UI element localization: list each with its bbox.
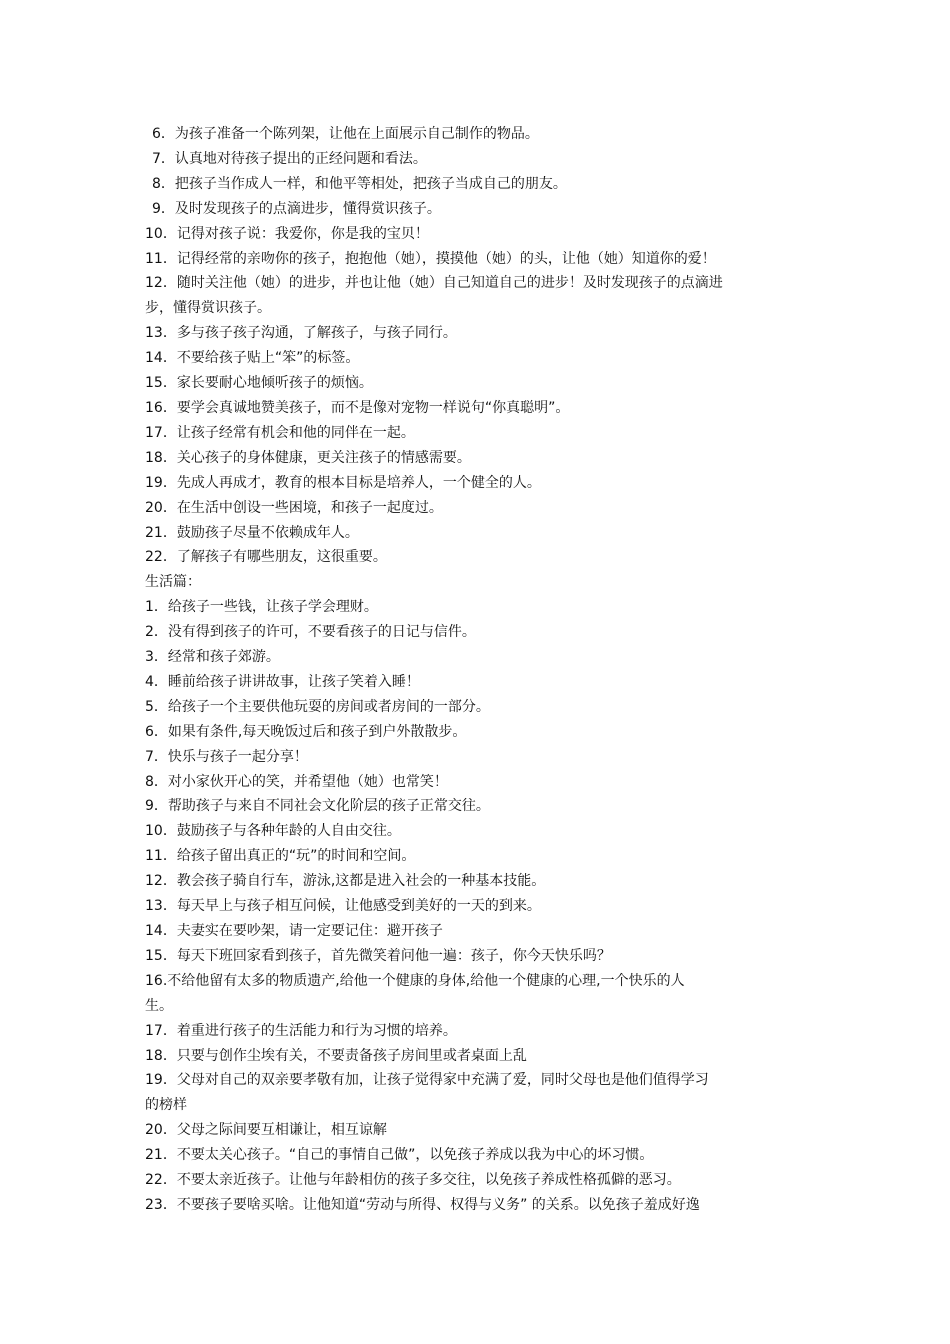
text-line: 22．不要太亲近孩子。让他与年龄相仿的孩子多交往，以免孩子养成性格孤僻的恶习。 bbox=[145, 1172, 681, 1189]
text-line: 8．把孩子当作成人一样，和他平等相处，把孩子当成自己的朋友。 bbox=[152, 175, 567, 192]
text-line: 16.不给他留有太多的物质遗产,给他一个健康的身体,给他一个健康的心理,一个快乐的人 bbox=[145, 972, 685, 989]
text-line: 14．夫妻实在要吵架，请一定要记住：避开孩子 bbox=[145, 923, 443, 939]
text-line: 20．在生活中创设一些困境，和孩子一起度过。 bbox=[145, 499, 443, 516]
text-line: 15．家长要耐心地倾听孩子的烦恼。 bbox=[145, 375, 373, 392]
text-line: 步，懂得赏识孩子。 bbox=[145, 300, 271, 317]
text-line: 9．及时发现孩子的点滴进步，懂得赏识孩子。 bbox=[152, 200, 441, 217]
text-line: 16．要学会真诚地赞美孩子，而不是像对宠物一样说句“你真聪明”。 bbox=[145, 399, 570, 416]
text-line: 19．先成人再成才，教育的根本目标是培养人，一个健全的人。 bbox=[145, 474, 541, 491]
text-line: 8．对小家伙开心的笑，并希望他（她）也常笑！ bbox=[145, 773, 448, 790]
text-line: 5．给孩子一个主要供他玩耍的房间或者房间的一部分。 bbox=[145, 698, 490, 715]
text-line: 21．鼓励孩子尽量不依赖成年人。 bbox=[145, 524, 359, 541]
text-line: 18．关心孩子的身体健康，更关注孩子的情感需要。 bbox=[145, 449, 471, 466]
text-line: 生。 bbox=[145, 997, 173, 1014]
text-line: 6．为孩子准备一个陈列架，让他在上面展示自己制作的物品。 bbox=[152, 126, 539, 142]
text-line: 13．每天早上与孩子相互问候，让他感受到美好的一天的到来。 bbox=[145, 898, 541, 915]
text-line: 10．鼓励孩子与各种年龄的人自由交往。 bbox=[145, 823, 401, 840]
text-line: 3．经常和孩子郊游。 bbox=[145, 649, 280, 666]
text-line: 17．着重进行孩子的生活能力和行为习惯的培养。 bbox=[145, 1022, 457, 1039]
text-line: 12．随时关注他（她）的进步，并也让他（她）自己知道自己的进步！及时发现孩子的点滴进 bbox=[145, 275, 723, 292]
text-line: 17．让孩子经常有机会和他的同伴在一起。 bbox=[145, 424, 415, 441]
text-line: 6．如果有条件,每天晚饭过后和孩子到户外散散步。 bbox=[145, 723, 467, 740]
text-line: 20．父母之际间要互相谦让，相互谅解 bbox=[145, 1122, 387, 1139]
text-line: 1．给孩子一些钱，让孩子学会理财。 bbox=[145, 599, 378, 616]
document-body bbox=[145, 122, 813, 1218]
text-line: 9．帮助孩子与来自不同社会文化阶层的孩子正常交往。 bbox=[145, 798, 490, 815]
text-line: 11．给孩子留出真正的“玩”的时间和空间。 bbox=[145, 848, 416, 865]
text-line: 10．记得对孩子说：我爱你，你是我的宝贝！ bbox=[145, 225, 429, 242]
text-line: 2．没有得到孩子的许可，不要看孩子的日记与信件。 bbox=[145, 624, 476, 641]
section-heading: 生活篇： bbox=[145, 574, 201, 591]
text-line: 22．了解孩子有哪些朋友，这很重要。 bbox=[145, 549, 387, 566]
text-line: 23．不要孩子要啥买啥。让他知道“劳动与所得、权得与义务” 的关系。以免孩子羞成好逸 bbox=[145, 1196, 700, 1213]
text-line: 19．父母对自己的双亲要孝敬有加，让孩子觉得家中充满了爱，同时父母也是他们值得学习 bbox=[145, 1072, 709, 1089]
text-line: 7．认真地对待孩子提出的正经问题和看法。 bbox=[152, 150, 427, 167]
text-line: 18．只要与创作尘埃有关，不要责备孩子房间里或者桌面上乱 bbox=[145, 1047, 527, 1064]
text-line: 14．不要给孩子贴上“笨”的标签。 bbox=[145, 350, 360, 367]
text-line: 11．记得经常的亲吻你的孩子，抱抱他（她），摸摸他（她）的头，让他（她）知道你的爱！ bbox=[145, 250, 716, 267]
text-line: 13．多与孩子孩子沟通，了解孩子，与孩子同行。 bbox=[145, 325, 457, 342]
text-line: 4．睡前给孩子讲讲故事，让孩子笑着入睡！ bbox=[145, 673, 420, 690]
text-line: 12．教会孩子骑自行车，游泳,这都是进入社会的一种基本技能。 bbox=[145, 873, 546, 890]
text-line: 21．不要太关心孩子。“自己的事情自己做”，以免孩子养成以我为中心的坏习惯。 bbox=[145, 1147, 654, 1164]
text-line: 的榜样 bbox=[145, 1097, 187, 1114]
text-line: 7．快乐与孩子一起分享！ bbox=[145, 748, 308, 765]
text-line: 15．每天下班回家看到孩子，首先微笑着问他一遍：孩子，你今天快乐吗？ bbox=[145, 947, 611, 964]
